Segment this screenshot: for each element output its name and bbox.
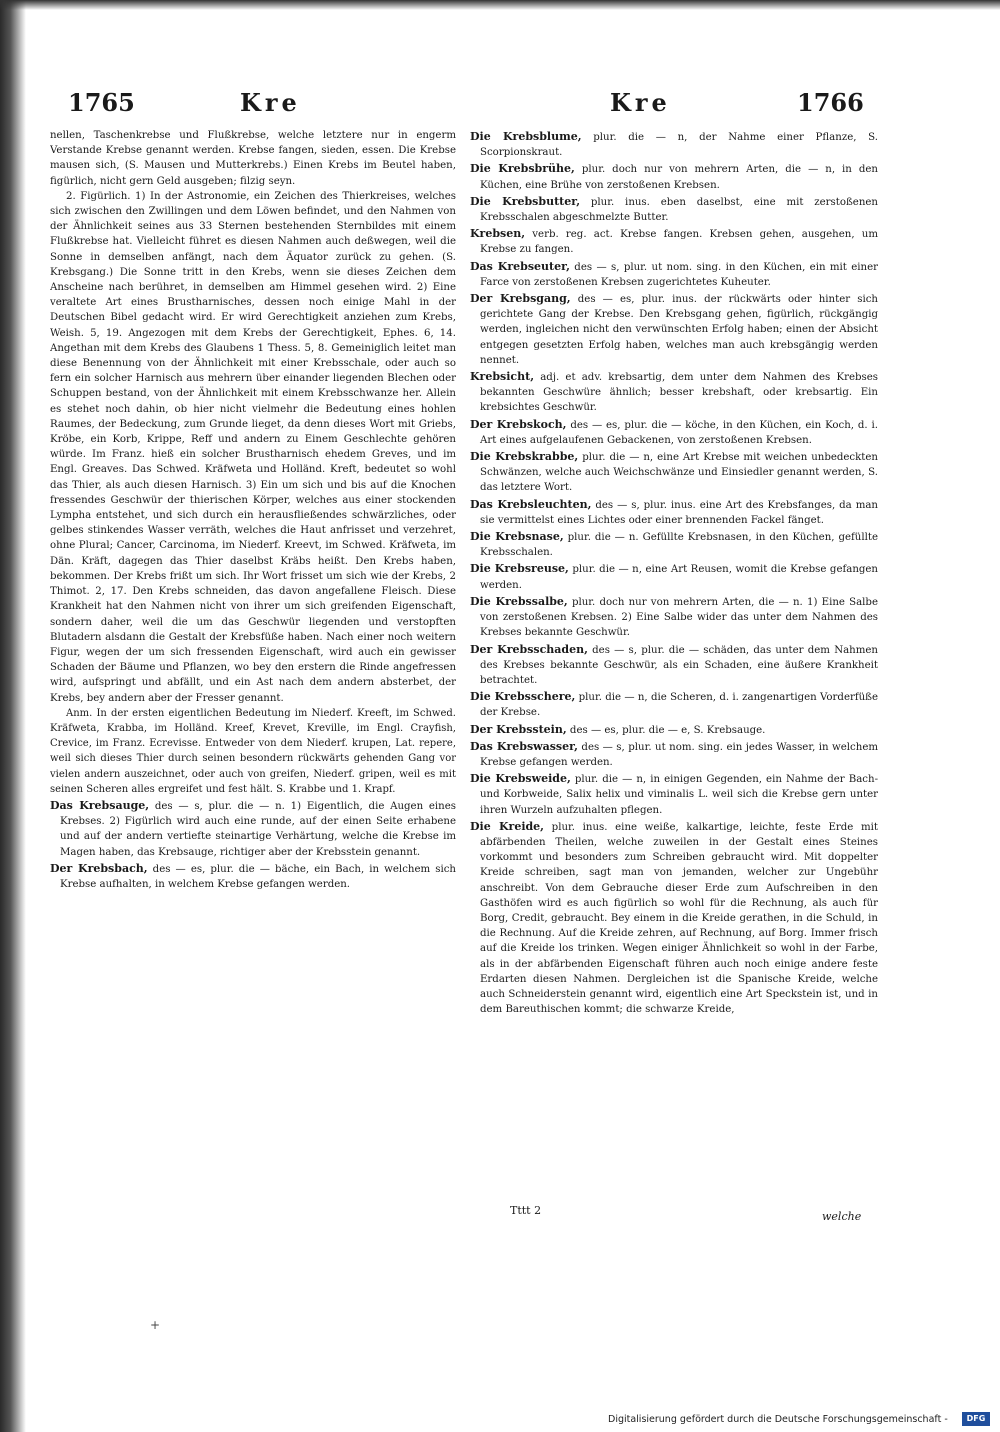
entry-text: des — es, plur. die — bäche, ein Bach, in welchem sich Krebse aufhalten, in welchem Krebse gefangen werden. xyxy=(60,863,456,890)
dictionary-entry xyxy=(470,369,878,416)
entry-text: plur. inus. eine weiße, kalkartige, leichte, feste Erde mit abfärbenden Theilen, welche zuweilen in der Gestalt eines Steines vorkommt und besonders zum Schreiben gebraucht wird. Mit doppelter Kreide schreiben, sagt man von jemanden, welcher zur Ungebühr anschreibt. Von dem Gebrauche dieser Erde zum Aufschreiben in den Gasthöfen wird es auch figürlich so wohl für die Rechnung, als auch für Borg, Credit, gebraucht. Bey einem in die Kreide gerathen, in die Schuld, in die Rechnung. Auf die Kreide zehren, auf Rechnung, auf Borg. Immer frisch auf die Kreide los trinken. Wegen einiger Ähnlichkeit so wohl in der Farbe, als in der abfärbenden Eigenschaft führen auch noch einige andere feste Erdarten diesen Nahmen. Dergleichen ist die Spanische Kreide, welche auch Schneiderstein genannt wird, eigentlich eine Art Speckstein ist, und in dem Bareuthischen kommt; die schwarze Kreide, xyxy=(480,821,878,1016)
dictionary-entry xyxy=(470,594,878,641)
entry-text: des — s, plur. die — n. 1) Eigentlich, die Augen eines Krebses. 2) Figürlich wird auch eine runde, auf der einen Seite erhabene und auf der andern vertiefte steinartige Verhärtung, welche die Krebse im Magen haben, das Krebsauge, richtiger aber der Krebsstein genannt. xyxy=(60,800,456,858)
entry-text: plur. die — n, die Scheren, d. i. zangenartigen Vorderfüße der Krebse. xyxy=(480,692,878,719)
dictionary-entry xyxy=(470,771,878,818)
body-paragraph xyxy=(50,706,456,797)
catchword: welche xyxy=(822,1210,862,1223)
dfg-logo: DFG xyxy=(962,1412,990,1426)
dictionary-entry xyxy=(470,722,878,738)
dictionary-entry xyxy=(470,194,878,225)
dictionary-entry xyxy=(50,861,456,892)
entry-text: nellen, Taschenkrebse und Flußkrebse, welche letztere nur in engerm Verstande Krebse genannt werden. Krebse fangen, sieden, essen. Die Krebse mausen sich, (S. Mausen und Mutterkrebs.) Einen Krebs im Beutel haben, figürlich, nicht gern Geld ausgeben; filzig seyn. xyxy=(50,130,456,187)
entry-headword: Die Krebsweide, xyxy=(470,772,571,786)
body-paragraph xyxy=(50,128,456,189)
dictionary-entry xyxy=(470,291,878,368)
entry-text: des — es, plur. inus. der rückwärts oder hinter sich gerichtete Gang der Krebse. Den Krebsgang gehen, figürlich, rückgängig werden, ingleichen nicht den verwünschten Erfolg haben; einen der Absicht entgegen gesetzten Erfolg haben, welches man auch krebsgängig werden nennet. xyxy=(480,294,878,366)
left-page-number: 1765 xyxy=(68,88,135,117)
entry-headword: Der Krebskoch, xyxy=(470,417,567,431)
entry-headword: Die Krebsblume, xyxy=(470,130,582,143)
entry-text: plur. doch nur von mehrern Arten, die — n, in den Küchen, eine Brühe von zerstoßenen Krebsen. xyxy=(480,164,878,191)
entry-headword: Die Krebssalbe, xyxy=(470,594,568,608)
entry-text: plur. doch nur von mehrern Arten, die — n. 1) Eine Salbe von zerstoßenen Krebsen. 2) Eine Salbe wider das unter dem Nahmen des Krebses bekannte Geschwür. xyxy=(480,596,878,639)
entry-headword: Die Krebsbrühe, xyxy=(470,162,575,176)
entry-headword: Die Krebsnase, xyxy=(470,530,564,544)
right-running-head: Kre xyxy=(610,88,671,117)
digitization-credit: Digitalisierung gefördert durch die Deutsche Forschungsgemeinschaft - xyxy=(608,1414,948,1425)
dictionary-entry xyxy=(470,689,878,720)
dictionary-entry xyxy=(50,798,456,860)
entry-text: plur. inus. eben daselbst, eine mit zerstoßenen Krebsschalen abgeschmelzte Butter. xyxy=(480,196,878,224)
scan-top-shadow xyxy=(0,0,1000,10)
entry-headword: Das Krebswasser, xyxy=(470,739,578,753)
entry-headword: Die Krebskrabbe, xyxy=(470,450,579,464)
dictionary-entry xyxy=(470,259,878,290)
dictionary-entry xyxy=(470,417,878,448)
entry-text: des — es, plur. die — e, S. Krebsauge. xyxy=(566,724,766,736)
right-page-number: 1766 xyxy=(797,88,864,117)
entry-headword: Das Krebseuter, xyxy=(470,259,570,273)
entry-text: adj. et adv. krebsartig, dem unter dem Nahmen des Krebses bekannten Geschwüre ähnlich; besser krebshaft, oder krebsartig. Ein krebsichtes Geschwür. xyxy=(480,372,878,414)
dictionary-entry xyxy=(470,161,878,192)
dictionary-entry xyxy=(470,561,878,592)
dictionary-entry xyxy=(470,449,878,496)
signature-mark: Tttt 2 xyxy=(510,1204,542,1217)
left-running-head: Kre xyxy=(240,88,301,117)
entry-text: plur. die — n, der Nahme einer Pflanze, S. Scorpionskraut. xyxy=(480,132,878,159)
entry-text: des — s, plur. ut nom. sing. in den Küchen, ein mit einer Farce von zerstoßenen Krebsen zugerichtetes Kuheuter. xyxy=(480,261,878,288)
entry-headword: Die Krebsbutter, xyxy=(470,194,581,208)
dictionary-entry xyxy=(470,129,878,160)
dictionary-entry xyxy=(470,739,878,770)
entry-text: verb. reg. act. Krebse fangen. Krebsen gehen, ausgehen, um Krebse zu fangen. xyxy=(480,229,878,256)
entry-headword: Der Krebsschaden, xyxy=(470,642,588,656)
entry-headword: Das Krebsleuchten, xyxy=(470,497,592,511)
entry-headword: Das Krebsauge, xyxy=(50,798,150,812)
dictionary-entry xyxy=(470,529,878,560)
entry-text: plur. die — n, eine Art Reusen, womit die Krebse gefangen werden. xyxy=(480,564,878,591)
entry-headword: Krebsen, xyxy=(470,227,526,241)
entry-text: 2. Figürlich. 1) In der Astronomie, ein Zeichen des Thierkreises, welches sich zwischen den Zwillingen und dem Löwen befindet, und den Nahmen von der Ähnlichkeit seines aus 33 Sternen bestehenden Sternbildes mit einem Flußkrebse hat. Vielleicht führet es diesen Nahmen auch deßwegen, weil die Sonne in demselben anfängt, nach dem Äquator zurück zu gehen. (S. Krebsgang.) Die Sonne tritt in den Krebs, wenn sie dieses Zeichen dem Anscheine nach berühret, in demselben am Himmel gesehen wird. 2) Eine veraltete Art eines Brustharnisches, dessen noch einige Mahl in der Deutschen Bibel gedacht wird. Er wird Gerechtigkeit anziehen zum Krebs, Weish. 5, 19. Angezogen mit dem Krebs der Gerechtigkeit, Ephes. 6, 14. Angethan mit dem Krebs des Glaubens 1 Thess. 5, 8. Gemeiniglich leitet man diese Benennung von der Ähnlichkeit mit einer Krebsschale, oder auch so fern ein solcher Harnisch aus mehrern über einander liegenden Blechen oder Schuppen bestand, von der Ähnlichkeit mit einem Krebsschwanze her. Allein es stehet noch dahin, ob hier nicht vielmehr die Bedeutung eines hohlen Raumes, der Bedeckung, zum Grunde lieget, da denn dieses Wort mit Griebs, Kröbe, ein Korb, Krippe, Reff und andern zu Einem Geschlechte gehören würde. Im Franz. hieß ein solcher Brustharnisch ehedem Greves, und im Engl. Greaves. Das Schwed. Kräfweta und Holländ. Kreft, bedeutet so wohl das Thier, als auch diesen Harnisch. 3) Ein um sich und bis auf die Knochen fressendes Geschwür der thierischen Körper, welches aus einer stockenden Lympha entstehet, und sich durch ein herausfließendes schwärzliches, oder gelbes stinkendes Wasser verräth, welches die Haut anfrisset und verzehret, ohne Plural; Cancer, Carcinoma, im Niederf. Kreevt, im Schwed. Kräfweta, im Dän. Kräft, dagegen das Thier daselbst Kräbs heißt. Den Krebs haben, bekommen. Der Krebs frißt um sich. Ihr Wort frisset um sich wie der Krebs, 2 Thimot. 2, 17. Den Krebs schneiden, das davon angefallene Fleisch. Diese Krankheit hat den Nahmen nicht von ihrer um sich greifenden Eigenschaft, sondern daher, weil die um das Geschwür liegenden und verstopften Blutadern alsdann die Gestalt der Krebsfüße haben. Nach einer noch weitern Figur, wegen der um sich fressenden Eigenschaft, wird auch ein gewisser Schaden der Bäume und Pflanzen, wo bey den erstern die Rinde angefressen wird, aufspringt und abfällt, und ein Ast nach dem andern absterbet, der Krebs, bey andern aber der Fresser genannt. xyxy=(50,190,456,704)
entry-headword: Der Krebsbach, xyxy=(50,861,148,875)
dictionary-entry xyxy=(470,226,878,257)
entry-text: plur. die — n, in einigen Gegenden, ein Nahme der Bach- und Korbweide, Salix helix und viminalis L. weil sich die Krebse gern unter ihren Wurzeln aufzuhalten pflegen. xyxy=(480,774,878,816)
entry-text: plur. die — n, eine Art Krebse mit weichen unbedeckten Schwänzen, welche auch Weichschwänze und Einsiedler genannt werden, S. das letztere Wort. xyxy=(480,452,878,494)
body-paragraph xyxy=(50,189,456,706)
right-column xyxy=(470,128,878,1240)
stray-mark: + xyxy=(150,1318,161,1332)
entry-text: des — s, plur. inus. eine Art des Krebsfanges, da man sie vermittelst eines Lichtes oder einer brennenden Fackel fänget. xyxy=(480,499,878,526)
entry-headword: Die Krebsreuse, xyxy=(470,562,569,576)
entry-headword: Krebsicht, xyxy=(470,370,535,384)
entry-text: Anm. In der ersten eigentlichen Bedeutung im Niederf. Kreeft, im Schwed. Kräfweta, Krabba, im Holländ. Kreef, Krevet, Kreville, im Engl. Crayfish, Crevice, im Franz. Ecrevisse. Entweder von dem Niederf. krupen, Lat. repere, weil sich dieses Thier durch seinen besondern rückwärts gehenden Gang vor vielen andern auszeichnet, oder auch von greifen, Niederf. gripen, weil es mit seinen Scheren alles ergreifet und fest hält. S. Krabbe und 1. Krapf. xyxy=(50,707,456,795)
dictionary-entry xyxy=(470,819,878,1018)
dictionary-entry xyxy=(470,497,878,528)
entry-headword: Der Krebsgang, xyxy=(470,292,571,306)
dictionary-entry xyxy=(470,642,878,689)
entry-headword: Die Krebsschere, xyxy=(470,690,576,704)
entry-text: des — s, plur. die — schäden, das unter dem Nahmen des Krebses bekannte Geschwür, als ein Schaden, eine äußere Krankheit betrachtet. xyxy=(480,644,878,686)
entry-headword: Der Krebsstein, xyxy=(470,722,567,736)
entry-text: des — s, plur. ut nom. sing. ein jedes Wasser, in welchem Krebse gefangen werden. xyxy=(480,741,878,768)
entry-text: plur. die — n. Gefüllte Krebsnasen, in den Küchen, gefüllte Krebsschalen. xyxy=(480,532,878,559)
entry-headword: Die Kreide, xyxy=(470,819,545,833)
scan-edge-shadow xyxy=(0,0,26,1432)
entry-text: des — es, plur. die — köche, in den Küchen, ein Koch, d. i. Art eines aufgelaufenen Gebackenen, von zerstoßenen Krebsen. xyxy=(480,419,878,446)
left-column xyxy=(50,128,456,1248)
